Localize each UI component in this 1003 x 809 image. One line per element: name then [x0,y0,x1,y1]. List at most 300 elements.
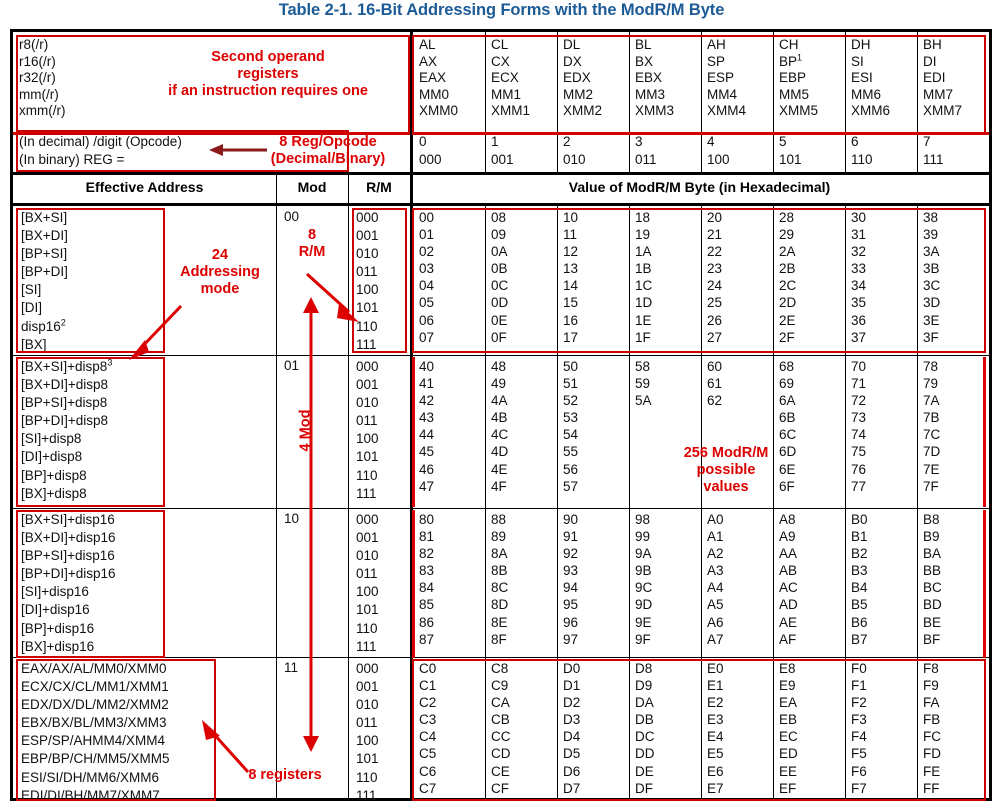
hex-value: 53 [563,410,579,426]
footnote-marker: 1 [797,52,803,63]
hex-value: 9B [635,563,652,579]
hex-value: 4F [491,478,507,494]
hex-value: E8 [779,661,796,676]
reg-opcode-binary: 001 [491,152,514,167]
hex-value: 95 [563,597,579,613]
operand-size-list [19,37,139,120]
reg-opcode-column-7 [923,133,987,169]
hex-value: C7 [419,780,437,796]
hex-value: 40 [419,359,435,374]
hex-value: F1 [851,678,867,694]
register-name: MM7 [923,86,953,102]
hex-column-3-1 [491,660,555,797]
mod-value-3: 11 [284,660,299,675]
hex-column-divider [845,355,846,508]
hex-value: C9 [491,678,509,694]
hex-value [707,409,771,426]
register-name: XMM3 [635,103,675,119]
hex-column-divider [485,657,486,801]
hex-value: 8A [491,546,508,562]
register-name: XMM7 [923,103,963,119]
hex-value: C8 [491,661,509,676]
operand-size-0: r8(/r) [19,37,49,52]
effective-address-entry: [SI]+disp16 [21,584,89,600]
hex-value: 3A [923,244,940,260]
hex-column-divider [485,206,486,355]
hex-value: F9 [923,678,939,694]
rm-count-annotation [278,227,346,261]
hex-value: AF [779,631,797,647]
hex-value: 2A [779,244,796,260]
hex-value: 6E [779,461,796,477]
hex-value: 86 [419,614,435,630]
hex-value: C2 [419,695,437,711]
hex-value: 7C [923,427,941,443]
hex-value: E4 [707,729,724,745]
hex-value: FD [923,746,941,762]
rm-bits-entry: 000 [356,661,379,676]
effective-address-entry: [BP+SI]+disp16 [21,548,115,564]
hex-value: A2 [707,546,724,562]
mod-count-arrow [301,297,321,752]
register-name: MM6 [851,86,881,102]
hex-value: B4 [851,580,868,596]
register-name: BX [635,53,654,69]
hex-value: 92 [563,546,579,562]
reg-opcode-binary: 011 [635,152,657,167]
hex-value: 7D [923,444,941,460]
reg-opcode-decimal: 1 [491,134,499,149]
hex-value: 50 [563,359,579,374]
hex-value: 06 [419,312,435,328]
hex-value: 19 [635,227,651,243]
hex-value: 91 [563,529,579,545]
register-name: BH [923,37,942,52]
effective-address-entry: EDX/DX/DL/MM2/XMM2 [21,697,169,713]
hex-value: 0C [491,278,509,294]
effective-address-entry: [SI] [21,282,42,298]
hex-value: 29 [779,227,795,243]
hex-column-divider [629,355,630,508]
hex-value: ED [779,746,798,762]
hex-value: 0D [491,295,509,311]
hex-value: 7A [923,393,940,409]
hex-column-0-1 [491,209,555,346]
effective-address-entry: [BP+SI]+disp8 [21,395,108,411]
hex-value: A4 [707,580,724,596]
rule-ea-mod [276,206,277,798]
addressing-mode-line-3: mode [200,281,240,297]
hex-value: 90 [563,512,579,527]
reg-opcode-binary: 110 [851,152,873,167]
hex-value: 7E [923,461,940,477]
hex-column-0-7 [923,209,987,346]
hex-value: 61 [707,376,723,392]
hex-value: 37 [851,329,867,345]
hex-value: 9D [635,597,653,613]
register-name: BL [635,37,652,52]
hex-value: 76 [851,461,867,477]
register-name: MM2 [563,86,593,102]
effective-address-entry: $[BX+SI]+disp8^3$ [21,357,113,374]
hex-value: 85 [419,597,435,613]
register-name: DI [923,53,937,69]
reg-opcode-decimal: 6 [851,134,859,149]
hex-value: F6 [851,763,867,779]
hex-column-3-2 [563,660,627,797]
register-name: DL [563,37,581,52]
hex-value: 39 [923,227,939,243]
hex-value: 10 [563,210,579,225]
rm-bits-entry: 110 [356,769,378,785]
register-name: ECX [491,70,519,86]
register-name: XMM6 [851,103,891,119]
hex-value: 16 [563,312,579,328]
addressing-mode-annotation [165,247,275,298]
register-column-7 [923,37,987,120]
effective-address-entry: EBX/BX/BL/MM3/XMM3 [21,715,167,731]
hex-value: AC [779,580,798,596]
hex-value: 1C [635,278,653,294]
hex-value: 44 [419,427,435,443]
reg-opcode-column-6 [851,133,915,169]
hex-value: 9C [635,580,653,596]
register-column-5 [779,37,843,120]
hex-value: 26 [707,312,723,328]
hex-value: 31 [851,227,867,243]
hex-column-divider [917,355,918,508]
hex-value: F0 [851,661,867,676]
register-column-divider [845,32,846,172]
rm-bits-entry: 010 [356,246,379,262]
hex-value: 04 [419,278,435,294]
hex-value: 4D [491,444,509,460]
header-mod: Mod [297,179,327,195]
hex-value: EC [779,729,798,745]
hex-value: 46 [419,461,435,477]
hex-value: D5 [563,746,581,762]
hex-value [635,426,699,443]
hex-value: 1E [635,312,652,328]
hex-value: B6 [851,614,868,630]
hex-value: 62 [707,393,723,409]
hex-value: 6F [779,478,795,494]
effective-address-entry: [BP+DI] [21,264,68,280]
hex-value: CA [491,695,510,711]
hex-value: 03 [419,261,435,277]
hex-value: BE [923,614,942,630]
rm-bits-entry: 101 [356,751,379,767]
hex-value: 2B [779,261,796,277]
hex-value: D6 [563,763,581,779]
hex-value: 09 [491,227,507,243]
register-column-divider [557,32,558,172]
hex-column-0-0 [419,209,483,346]
hex-value: 71 [851,376,867,392]
hex-value: 4A [491,393,508,409]
hex-column-0-4 [707,209,771,346]
hex-value: 88 [491,512,507,527]
block-divider [13,657,989,658]
hex-column-divider [629,206,630,355]
hex-value: 13 [563,261,579,277]
hex-value: 47 [419,478,435,494]
hex-column-divider [773,508,774,657]
reg-opcode-binary: 010 [563,152,586,167]
hex-column-0-3 [635,209,699,346]
hex-value: 18 [635,210,651,225]
hex-value: 1A [635,244,652,260]
hex-value: 3D [923,295,941,311]
rm-bits-entry: 011 [356,566,378,582]
binary-reg-label: (In binary) REG = [19,152,125,167]
rm-bits-entry: 011 [356,413,378,429]
hex-column-divider [773,657,774,801]
rm-bits-entry: 111 [356,485,377,501]
operand-size-3: mm(/r) [19,86,59,102]
rm-bits-list-2 [356,511,408,656]
hex-column-2-0 [419,511,483,648]
hex-value: EE [779,763,798,779]
hex-column-2-5 [779,511,843,648]
register-name: MM1 [491,86,521,102]
hex-value: A3 [707,563,724,579]
hex-value: A7 [707,631,724,647]
hex-value [707,426,771,443]
rm-bits-entry: 000 [356,359,379,374]
register-name: EDI [923,70,946,86]
hex-block-2-right-edge [983,510,986,658]
hex-value: 25 [707,295,723,311]
hex-value: 2C [779,278,797,294]
hex-value: 97 [563,631,579,647]
reg-opcode-arrow [209,142,269,158]
hex-value: F4 [851,729,867,745]
hex-value: 35 [851,295,867,311]
hex-value: 98 [635,512,651,527]
rm-bits-entry: 001 [356,377,379,393]
hex-value: 0A [491,244,508,260]
effective-address-entry: [DI] [21,300,43,316]
hex-value: 0B [491,261,508,277]
hex-value: E2 [707,695,724,711]
hex-value: 81 [419,529,435,545]
possible-values-line-2: possible [696,462,756,478]
hex-value: 55 [563,444,579,460]
register-name: XMM0 [419,103,459,119]
hex-value: 74 [851,427,867,443]
hex-column-divider [557,206,558,355]
hex-value: 34 [851,278,867,294]
hex-value: B9 [923,529,940,545]
hex-value: C3 [419,712,437,728]
register-column-3 [635,37,699,120]
rm-bits-entry: 100 [356,584,379,600]
hex-value: DC [635,729,655,745]
registers-count-arrow [198,720,260,778]
hex-value: A5 [707,597,724,613]
effective-address-entry: ESP/SP/AHMM4/XMM4 [21,733,166,749]
effective-address-entry: [BX+DI]+disp16 [21,530,116,546]
hex-block-1-right-edge [983,357,986,507]
effective-address-entry: [BP]+disp8 [21,467,87,483]
register-name: MM4 [707,86,737,102]
register-column-1 [491,37,555,120]
hex-value: 82 [419,546,435,562]
hex-value: BA [923,546,942,562]
rm-bits-list-1 [356,358,408,503]
hex-value: AB [779,563,798,579]
hex-value: DB [635,712,654,728]
hex-value: 12 [563,244,579,260]
hex-value: C6 [419,763,437,779]
effective-address-entry: [BX+SI]+disp16 [21,512,115,527]
register-column-6 [851,37,915,120]
effective-address-list-1 [21,358,271,503]
hex-value: F8 [923,661,939,676]
hex-value: 8B [491,563,508,579]
header-value-of-modrm: Value of ModR/M Byte (in Hexadecimal) [568,179,831,195]
hex-value: 54 [563,427,579,443]
hex-value: 11 [563,227,578,243]
register-column-0 [419,37,483,120]
hex-value: 96 [563,614,579,630]
hex-value: 4E [491,461,508,477]
hex-value: 68 [779,359,795,374]
hex-column-1-2 [563,358,627,495]
register-name: CH [779,37,799,52]
hex-column-divider [629,508,630,657]
hex-value: AD [779,597,798,613]
hex-value: B0 [851,512,868,527]
hex-value: 57 [563,478,579,494]
register-name: XMM4 [707,103,747,119]
hex-value: 45 [419,444,435,460]
addressing-mode-line-1: 24 [211,247,229,263]
hex-value: 01 [419,227,435,243]
register-name: DH [851,37,871,52]
hex-value: CE [491,763,510,779]
hex-column-divider [485,355,486,508]
effective-address-entry: [BX]+disp16 [21,638,95,654]
register-name: DX [563,53,582,69]
hex-column-1-0 [419,358,483,495]
footnote-marker: 2 [60,317,66,328]
hex-value: EA [779,695,798,711]
hex-value: D4 [563,729,581,745]
rm-bits-entry: 100 [356,282,379,298]
effective-address-entry: [BP+DI]+disp16 [21,566,116,582]
rm-bits-entry: 010 [356,548,379,564]
effective-address-entry: [DI]+disp8 [21,449,83,465]
register-name: CL [491,37,509,52]
hex-value: 52 [563,393,579,409]
reg-opcode-decimal: 4 [707,134,715,149]
hex-column-3-6 [851,660,915,797]
hex-value: F2 [851,695,867,711]
effective-address-entry: EDI/DI/BH/MM7/XMM7 [21,787,160,803]
registers-count-annotation: 8 registers [248,767,322,783]
rm-bits-entry: 110 [356,467,378,483]
hex-value: 4C [491,427,509,443]
hex-value: 80 [419,512,435,527]
effective-address-entry: EAX/AX/AL/MM0/XMM0 [21,661,167,676]
hex-column-divider [485,508,486,657]
mod-value-1: 01 [284,358,300,373]
hex-value: EF [779,780,797,796]
hex-value: D3 [563,712,581,728]
hex-value: AE [779,614,798,630]
hex-column-divider [845,206,846,355]
reg-opcode-column-0 [419,133,483,169]
hex-column-divider [917,657,918,801]
hex-value: 94 [563,580,579,596]
hex-value: 00 [419,210,435,225]
register-name: EBP [779,70,807,86]
rm-bits-entry: 111 [356,787,377,803]
hex-value: 42 [419,393,435,409]
decimal-digit-label: (In decimal) /digit (Opcode) [19,134,182,149]
footnote-marker: 3 [107,357,113,368]
hex-column-divider [701,657,702,801]
hex-value: 8E [491,614,508,630]
addressing-mode-line-2: Addressing [180,264,260,280]
hex-value: A0 [707,512,724,527]
hex-value: 3F [923,329,939,345]
hex-value: EB [779,712,798,728]
hex-value: 9A [635,546,652,562]
hex-value: 08 [491,210,507,225]
hex-value: 20 [707,210,723,225]
hex-value: 89 [491,529,507,545]
register-name: SP [707,53,726,69]
hex-value: 4B [491,410,508,426]
hex-column-0-5 [779,209,843,346]
hex-column-2-1 [491,511,555,648]
hex-value: FA [923,695,940,711]
register-name: XMM5 [779,103,819,119]
possible-values-line-1: 256 ModR/M [683,445,769,461]
hex-column-1-1 [491,358,555,495]
hex-column-3-0 [419,660,483,797]
hex-value: CC [491,729,511,745]
register-name: MM5 [779,86,809,102]
hex-value: 70 [851,359,867,374]
hex-value: 79 [923,376,939,392]
hex-value: 78 [923,359,939,374]
hex-value: D2 [563,695,581,711]
hex-value: 7F [923,478,939,494]
effective-address-entry: ESI/SI/DH/MM6/XMM6 [21,769,160,785]
register-name: XMM2 [563,103,603,119]
rm-bits-entry: 001 [356,679,379,695]
effective-address-entry: [BX] [21,336,47,352]
effective-address-entry: [BX+DI]+disp8 [21,377,109,393]
effective-address-entry: EBP/BP/CH/MM5/XMM5 [21,751,170,767]
register-name: EBX [635,70,663,86]
hex-value: BC [923,580,942,596]
effective-address-entry: ECX/CX/CL/MM1/XMM1 [21,679,169,695]
page-title: Table 2-1. 16-Bit Addressing Forms with the ModR/M Byte [278,1,725,19]
hex-value: CB [491,712,510,728]
hex-value: 1F [635,329,651,345]
hex-value: A8 [779,512,796,527]
hex-value: 59 [635,376,651,392]
hex-value: F5 [851,746,867,762]
hex-value: 60 [707,359,723,374]
hex-column-divider [917,508,918,657]
hex-value: BB [923,563,942,579]
